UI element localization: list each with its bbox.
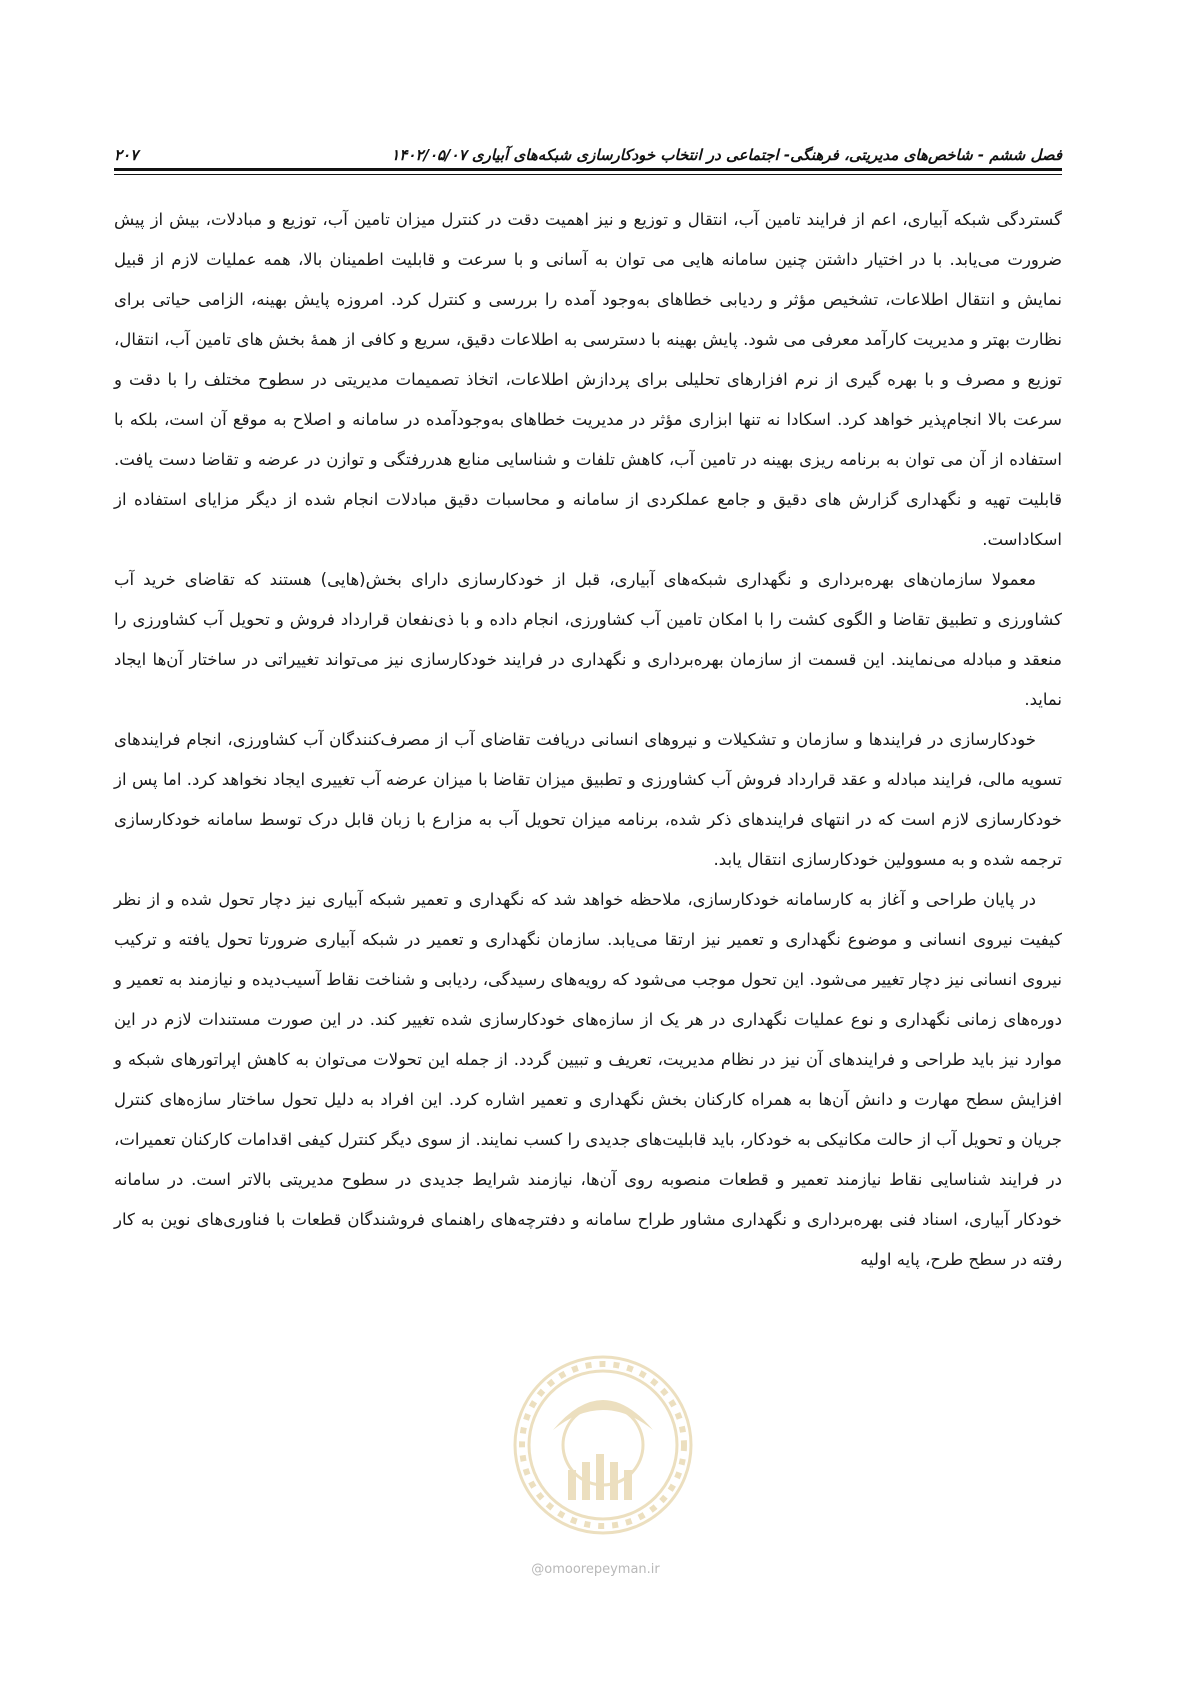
paragraph-4: در پایان طراحی و آغاز به کارسامانه خودکارسازی، ملاحظه خواهد شد که نگهداری و تعمیر شبکه آبیاری نیز دچار تحول شده و از نظر کیفیت نیروی انسانی و موضوع نگهداری و تعمیر نیز ارتقا می‌یابد. سازمان نگهداری و تعمیر در شبکه آبیاری ضرورتا تحول یافته و ترکیب نیروی انسانی نیز دچار تغییر می‌شود. این تحول موجب می‌شود که رویه‌های رسیدگی، ردیابی و شناخت نقاط آسیب‌دیده و نیازمند به تعمیر و دوره‌های زمانی نگهداری و نوع عملیات نگهداری در هر یک از سازه‌های خودکارسازی شده تغییر کند. در این صورت مستندات لازم در این موارد نیز باید طراحی و فرایندهای آن نیز در نظام مدیریت، تعریف و تبیین گردد. از جمله این تحولات می‌توان به کاهش اپراتورهای شبکه و افزایش سطح مهارت و دانش آن‌ها به همراه کارکنان بخش نگهداری و تعمیر اشاره کرد. این افراد به دلیل تحول ساختار سازه‌های کنترل جریان و تحویل آب از حالت مکانیکی به خودکار، باید قابلیت‌های جدیدی را کسب نمایند. از سوی دیگر کنترل کیفی اقدامات کارکنان تعمیرات، در فرایند شناسایی نقاط نیازمند تعمیر و قطعات منصوبه روی آن‌ها، نیازمند شرایط جدیدی در سطوح مدیریتی بالاتر است. در سامانه خودکار آبیاری، اسناد فنی بهره‌برداری و نگهداری مشاور طراح سامانه و دفترچه‌های راهنمای فروشندگان قطعات با فناوری‌های نوین به کار رفته در سطح طرح، پایه اولیه: [114, 890, 1062, 1269]
header-rule: [114, 168, 1062, 171]
page-number: ۲۰۷: [114, 146, 139, 164]
header-title: فصل ششم - شاخص‌های مدیریتی، فرهنگی- اجتماعی در انتخاب خودکارسازی شبکه‌های آبیاری ۱۴۰۲/۰۵/۰۷: [391, 146, 1062, 164]
paragraph-3: خودکارسازی در فرایندها و سازمان و تشکیلات و نیروهای انسانی دریافت تقاضای آب از مصرف‌کنندگان آب کشاورزی، انجام فرایندهای تسویه مالی، فرایند مبادله و عقد قرارداد فروش آب کشاورزی و تطبیق میزان تقاضا با میزان عرضه آب تغییری ایجاد نخواهد کرد. اما پس از خودکارسازی لازم است که در انتهای فرایندهای ذکر شده، برنامه میزان تحویل آب به مزارع با زبان قابل درک توسط سامانه خودکارسازی ترجمه شده و به مسوولین خودکارسازی انتقال یابد.: [114, 730, 1062, 869]
header-rule-thin: [114, 174, 1062, 175]
publisher-seal-watermark: [508, 1350, 698, 1540]
paragraph-2: معمولا سازمان‌های بهره‌برداری و نگهداری شبکه‌های آبیاری، قبل از خودکارسازی دارای بخش(هایی) هستند که تقاضای خرید آب کشاورزی و تطبیق تقاضا و الگوی کشت را با امکان تامین آب کشاورزی، انجام داده و با ذی‌نفعان قرارداد فروش و تحویل آب کشاورزی را منعقد و مبادله می‌نمایند. این قسمت از سازمان بهره‌برداری و نگهداری در فرایند خودکارسازی نیز می‌تواند تغییراتی در ساختار آن‌ها ایجاد نماید.: [114, 570, 1062, 709]
body-text: [114, 200, 1062, 1280]
running-header: [114, 128, 1062, 164]
watermark-url: @omoorepeyman.ir: [531, 1562, 660, 1577]
paragraph-1: گستردگی شبکه آبیاری، اعم از فرایند تامین آب، انتقال و توزیع و نیز اهمیت دقت در کنترل میزان تامین آب، توزیع و مبادلات، بیش از پیش ضرورت می‌یابد. با در اختیار داشتن چنین سامانه هایی می توان به آسانی و با سرعت و قابلیت اطمینان بالا، همه عملیات لازم از قبیل نمایش و انتقال اطلاعات، تشخیص مؤثر و ردیابی خطاهای به‌وجود آمده را بررسی و کنترل کرد. امروزه پایش بهینه، الزامی حیاتی برای نظارت بهتر و مدیریت کارآمد معرفی می شود. پایش بهینه با دسترسی به اطلاعات دقیق، سریع و کافی از همهٔ بخش های تامین آب، انتقال، توزیع و مصرف و با بهره گیری از نرم افزارهای تحلیلی برای پردازش اطلاعات، اتخاذ تصمیمات مدیریتی در سطوح مختلف را با دقت و سرعت بالا انجام‌پذیر خواهد کرد. اسکادا نه تنها ابزاری مؤثر در مدیریت خطاهای به‌وجودآمده در سامانه و اصلاح به موقع آن است، بلکه با استفاده از آن می توان به برنامه ریزی بهینه در تامین آب، کاهش تلفات و شناسایی منابع هدررفتگی و توازن در عرضه و تقاضا دست یافت. قابلیت تهیه و نگهداری گزارش های دقیق و جامع عملکردی از سامانه و محاسبات دقیق مبادلات انجام شده از دیگر مزایای استفاده از اسکاداست.: [114, 210, 1062, 549]
